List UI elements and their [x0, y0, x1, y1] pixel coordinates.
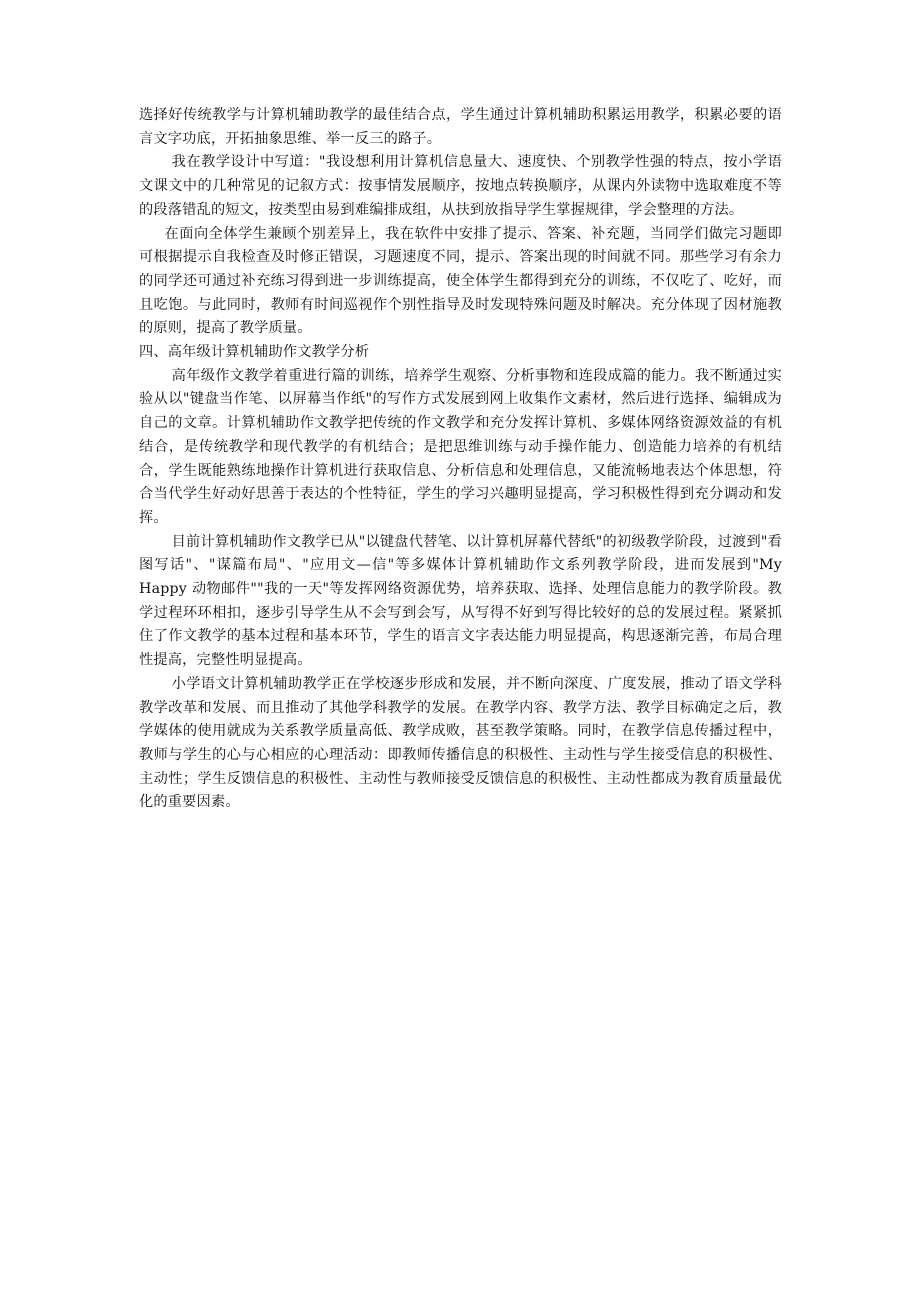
paragraph-current-stage: 目前计算机辅助作文教学已从"以键盘代替笔、以计算机屏幕代替纸"的初级教学阶段，过渡到"看图写话"、"谋篇布局"、"应用文—信"等多媒体计算机辅助作文系列教学阶段，进而发展到"My Happy 动物邮件""我的一天"等发挥网络资源优势，培养获取、选择、处理信息能力的教学阶段。教学过程环环相扣，逐步引导学生从不会写到会写，从写得不好到写得比较好的总的发展过程。紧紧抓住了作文教学的基本过程和基本环节，学生的语言文字表达能力明显提高，构思逐渐完善，布局合理性提高，完整性明显提高。 [139, 533, 782, 669]
section-heading-four: 四、高年级计算机辅助作文教学分析 [139, 344, 370, 361]
paragraph-senior-composition: 高年级作文教学着重进行篇的训练，培养学生观察、分析事物和连段成篇的能力。我不断通过实验从以"键盘当作笔、以屏幕当作纸"的写作方式发展到网上收集作文素材，然后进行选择、编辑成为自己的文章。计算机辅助作文教学把传统的作文教学和充分发挥计算机、多媒体网络资源效益的有机结合，是传统教学和现代教学的有机结合；是把思维训练与动手操作能力、创造能力培养的有机结合，学生既能熟练地操作计算机进行获取信息、分析信息和处理信息，又能流畅地表达个体思想，符合当代学生好动好思善于表达的个性特征，学生的学习兴趣明显提高，学习积极性得到充分调动和发挥。 [139, 367, 782, 526]
document-body [139, 104, 782, 815]
paragraph-continuation: 选择好传统教学与计算机辅助教学的最佳结合点，学生通过计算机辅助积累运用教学，积累必要的语言文字功底，开拓抽象思维、举一反三的路子。 [139, 107, 782, 147]
paragraph-individual-differences: 在面向全体学生兼顾个别差异上，我在软件中安排了提示、答案、补充题，当同学们做完习题即可根据提示自我检查及时修正错误，习题速度不同，提示、答案出现的时间就不同。那些学习有余力的同学还可通过补充练习得到进一步训练提高，使全体学生都得到充分的训练，不仅吃了、吃好，而且吃饱。与此同时，教师有时间巡视作个别性指导及时发现特殊问题及时解决。充分体现了因材施教的原则，提高了教学质量。 [139, 225, 782, 337]
paragraph-conclusion: 小学语文计算机辅助教学正在学校逐步形成和发展，并不断向深度、广度发展，推动了语文学科教学改革和发展、而且推动了其他学科教学的发展。在教学内容、教学方法、教学目标确定之后，教学媒体的使用就成为关系教学质量高低、教学成败，甚至教学策略。同时，在教学信息传播过程中，教师与学生的心与心相应的心理活动：即教师传播信息的积极性、主动性与学生接受信息的积极性、主动性；学生反馈信息的积极性、主动性与教师接受反馈信息的积极性、主动性都成为教育质量最优化的重要因素。 [139, 675, 782, 811]
paragraph-teaching-design: 我在教学设计中写道："我设想利用计算机信息量大、速度快、个别教学性强的特点，按小学语文课文中的几种常见的记叙方式：按事情发展顺序，按地点转换顺序，从课内外读物中选取难度不等的段落错乱的短文，按类型由易到难编排成组，从扶到放指导学生掌握规律，学会整理的方法。 [139, 154, 782, 218]
